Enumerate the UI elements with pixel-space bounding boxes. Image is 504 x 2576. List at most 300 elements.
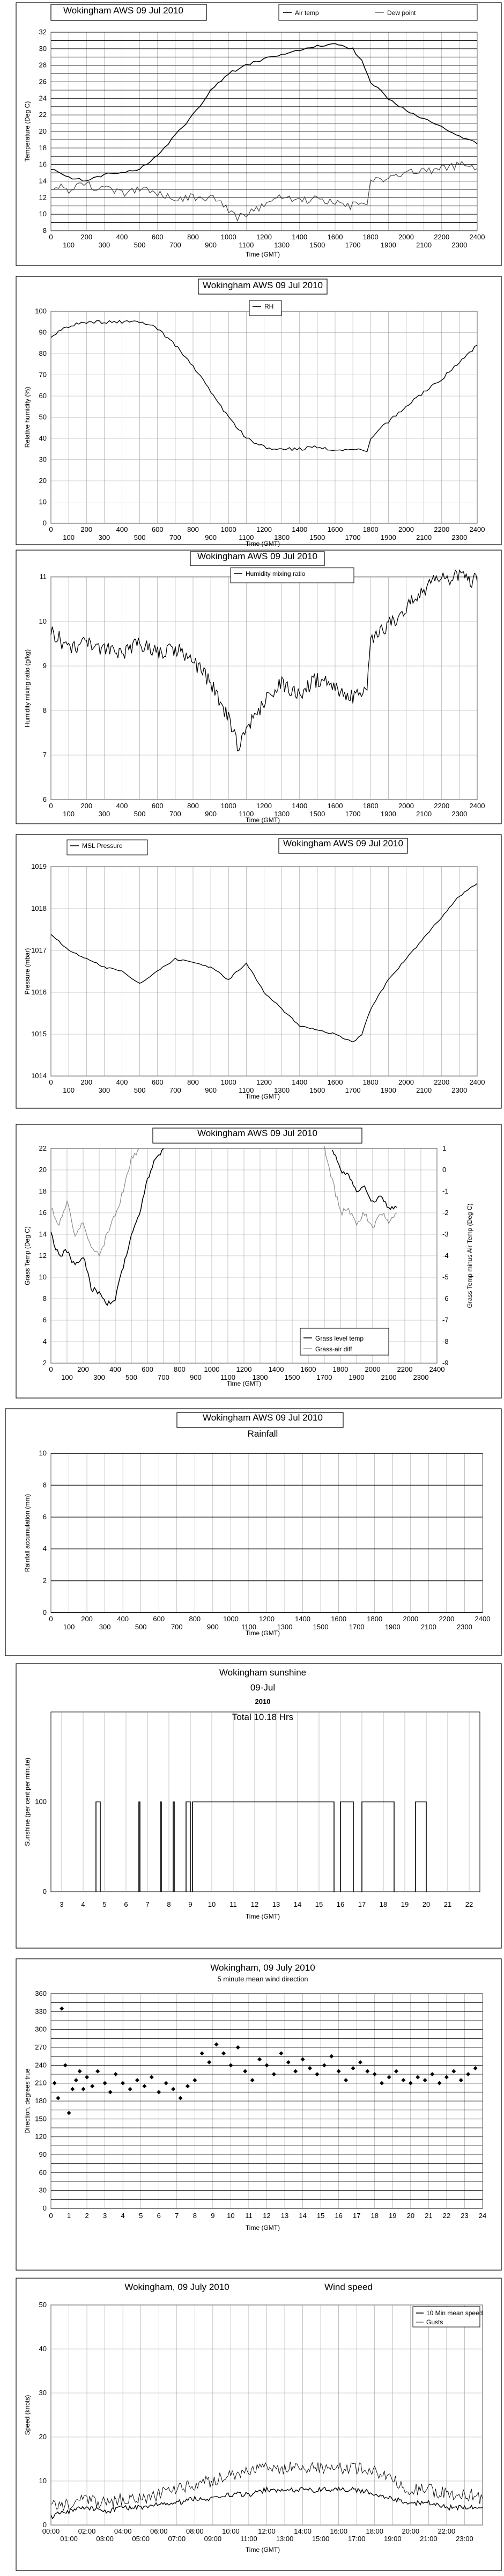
rain-xtick-label: 1300 [277, 1623, 293, 1631]
rh-ytick-label: 20 [39, 477, 47, 485]
sun-ytick-label: 0 [42, 1887, 47, 1896]
grass-ytick-right-label: -7 [442, 1316, 449, 1324]
wdir-ytick-label: 0 [42, 2204, 47, 2212]
wdir-xtick-label: 8 [192, 2212, 197, 2220]
temp-ytick-label: 14 [39, 177, 47, 185]
rain-xtick-label: 1000 [223, 1615, 239, 1623]
temp-xtick-label: 1900 [380, 241, 396, 249]
rh-xtick-label: 1600 [327, 525, 343, 533]
rain-xtick-label: 2400 [475, 1615, 491, 1623]
mix-xtick-label: 1200 [256, 802, 272, 810]
temp-title: Wokingham AWS 09 Jul 2010 [63, 5, 183, 16]
sun-year: 2010 [255, 1697, 271, 1706]
wspd-xtick-label: 06:00 [150, 2527, 168, 2535]
wdir-ytick-label: 210 [35, 2079, 47, 2087]
wdir-xtick-label: 17 [352, 2212, 361, 2220]
grass-ytick-right-label: -4 [442, 1252, 449, 1260]
sun-xtick-label: 16 [336, 1900, 345, 1908]
wdir-xtick-label: 24 [478, 2212, 487, 2220]
wdir-xtick-label: 3 [103, 2212, 107, 2220]
sun-xtick-label: 17 [358, 1900, 366, 1908]
rain-ytick-label: 8 [42, 1481, 47, 1489]
wdir-xtick-label: 23 [461, 2212, 469, 2220]
grass-ytick-right-label: -6 [442, 1294, 449, 1302]
grass-ytick-right-label: 0 [442, 1166, 447, 1174]
pres-title: Wokingham AWS 09 Jul 2010 [283, 838, 403, 848]
mix-xtick-label: 1600 [327, 802, 343, 810]
wspd-xtick-label: 07:00 [168, 2535, 186, 2543]
wdir-xtick-label: 5 [139, 2212, 143, 2220]
temp-xtick-label: 1700 [345, 241, 361, 249]
rainfall-chart-svg [0, 1406, 504, 1658]
wdir-ytick-label: 300 [35, 2025, 47, 2033]
temp-xtick-label: 600 [151, 233, 164, 241]
wdir-ytick-label: 270 [35, 2043, 47, 2051]
wdir-title: Wokingham, 09 July 2010 [210, 1963, 315, 1973]
temp-xtick-label: 2100 [416, 241, 432, 249]
sunshine-chart [0, 1661, 504, 1951]
grass-ytick-right-label: -2 [442, 1209, 449, 1217]
rh-ytick-label: 40 [39, 434, 47, 442]
wdir-xtick-label: 13 [280, 2212, 289, 2220]
wdir-ytick-label: 120 [35, 2132, 47, 2141]
wdir-xtick-label: 21 [425, 2212, 433, 2220]
pres-xtick-label: 200 [80, 1078, 93, 1086]
sun-xtick-label: 7 [145, 1900, 150, 1908]
mix-title: Wokingham AWS 09 Jul 2010 [197, 551, 317, 561]
rain-xtick-label: 1600 [331, 1615, 347, 1623]
mix-ytick-label: 8 [42, 706, 47, 714]
temp-xtick-label: 2200 [434, 233, 450, 241]
mix-ytick-label: 6 [42, 795, 47, 803]
grass-xtick-label: 700 [158, 1373, 169, 1381]
sun-xtick-label: 18 [379, 1900, 388, 1908]
wspd-legend-label: Gusts [426, 2318, 443, 2326]
grass-xtick-label: 1800 [332, 1365, 349, 1373]
pres-legend-label: MSL Pressure [82, 842, 123, 850]
sun-xlabel: Time (GMT) [245, 1913, 280, 1920]
rh-ytick-label: 90 [39, 328, 47, 336]
sun-xtick-label: 19 [401, 1900, 409, 1908]
grass-ytick-right-label: 1 [442, 1144, 447, 1152]
mix-xtick-label: 2200 [434, 802, 450, 810]
temp-xtick-label: 2400 [469, 233, 485, 241]
mix-xtick-label: 1900 [380, 810, 396, 818]
mix-ytick-label: 9 [42, 662, 47, 670]
grass-xtick-label: 0 [49, 1365, 53, 1373]
temp-xtick-label: 300 [98, 241, 110, 249]
rh-ytick-label: 0 [42, 519, 47, 527]
pres-xtick-label: 1200 [256, 1078, 272, 1086]
temp-xtick-label: 0 [49, 233, 53, 241]
wdir-xtick-label: 2 [85, 2212, 89, 2220]
grass-xtick-label: 200 [77, 1365, 89, 1373]
rain-xtick-label: 1800 [367, 1615, 383, 1623]
wdir-ytick-label: 90 [39, 2150, 47, 2158]
pres-xtick-label: 400 [116, 1078, 128, 1086]
pres-ytick-label: 1014 [31, 1072, 47, 1080]
mix-legend-label: Humidity mixing ratio [246, 570, 306, 577]
mix-xtick-label: 700 [169, 810, 181, 818]
wspd-xtick-label: 22:00 [438, 2527, 456, 2535]
wspd-xtick-label: 13:00 [276, 2535, 294, 2543]
rain-ytick-label: 6 [42, 1512, 47, 1521]
pres-ylabel: Pressure (mbar) [24, 948, 31, 995]
wind-speed-chart-svg [0, 2275, 504, 2573]
rain-xtick-label: 100 [63, 1623, 75, 1631]
pres-xtick-label: 1600 [327, 1078, 343, 1086]
wdir-ytick-label: 330 [35, 2007, 47, 2016]
rain-xtick-label: 2000 [403, 1615, 419, 1623]
mix-xtick-label: 0 [49, 802, 53, 810]
sun-xtick-label: 11 [229, 1900, 237, 1908]
pres-xtick-label: 2000 [398, 1078, 414, 1086]
pres-xtick-label: 600 [151, 1078, 164, 1086]
wdir-ytick-label: 30 [39, 2186, 47, 2194]
sun-xtick-label: 12 [250, 1900, 259, 1908]
rain-ylabel: Rainfall accumulation (mm) [24, 1494, 31, 1572]
temp-xtick-label: 1300 [274, 241, 290, 249]
rh-xtick-label: 2100 [416, 533, 432, 541]
grass-xtick-label: 300 [93, 1373, 105, 1381]
grass-ytick-right-label: -9 [442, 1359, 449, 1367]
grass-xtick-label: 1700 [316, 1373, 332, 1381]
rh-xtick-label: 700 [169, 533, 181, 541]
mix-ylabel: Humidity mixing ratio (g/kg) [24, 649, 31, 728]
mix-xtick-label: 1500 [309, 810, 325, 818]
grass-xtick-label: 900 [190, 1373, 202, 1381]
sun-ytick-label: 100 [35, 1797, 47, 1806]
grass-xtick-label: 1200 [236, 1365, 252, 1373]
grass-legend-label: Grass-air diff [315, 1345, 352, 1353]
pres-xtick-label: 1500 [309, 1086, 325, 1094]
grass-xtick-label: 2100 [381, 1373, 397, 1381]
pres-xtick-label: 1400 [292, 1078, 308, 1086]
mix-ytick-label: 11 [39, 573, 47, 581]
temp-xtick-label: 1400 [292, 233, 308, 241]
pres-xtick-label: 500 [134, 1086, 146, 1094]
wspd-xtick-label: 03:00 [96, 2535, 114, 2543]
rh-ytick-label: 70 [39, 370, 47, 379]
rh-xtick-label: 2300 [451, 533, 468, 541]
grass-temp-chart-svg [0, 1122, 504, 1401]
rh-ylabel: Relative humidity (%) [24, 386, 31, 448]
rh-xtick-label: 1700 [345, 533, 361, 541]
rain-xtick-label: 1100 [241, 1623, 256, 1631]
pres-xtick-label: 300 [98, 1086, 110, 1094]
mix-xtick-label: 1100 [239, 810, 254, 818]
rain-xtick-label: 200 [81, 1615, 93, 1623]
wspd-subtitle: Wind speed [324, 2282, 373, 2292]
humidity-chart [0, 274, 504, 547]
wdir-xtick-label: 16 [335, 2212, 343, 2220]
temp-ytick-label: 24 [39, 94, 47, 103]
wspd-ytick-label: 10 [39, 2477, 47, 2485]
temp-xtick-label: 1800 [362, 233, 379, 241]
wspd-xtick-label: 16:00 [330, 2527, 347, 2535]
grass-ytick-right-label: -8 [442, 1337, 449, 1345]
wspd-xtick-label: 05:00 [132, 2535, 150, 2543]
wspd-xtick-label: 18:00 [366, 2527, 384, 2535]
pressure-chart [0, 832, 504, 1111]
grass-xtick-label: 1600 [300, 1365, 316, 1373]
temperature-chart-svg [0, 0, 504, 268]
rain-xtick-label: 2100 [420, 1623, 436, 1631]
rh-xtick-label: 1900 [380, 533, 396, 541]
temp-ytick-label: 28 [39, 61, 47, 69]
mix-xtick-label: 200 [80, 802, 93, 810]
temp-ytick-label: 22 [39, 111, 47, 119]
pres-xlabel: Time (GMT) [245, 1093, 280, 1100]
temp-ytick-label: 32 [39, 28, 47, 36]
pressure-chart-svg [0, 832, 504, 1111]
grass-ytick-label: 18 [39, 1187, 47, 1195]
rh-xtick-label: 2000 [398, 525, 414, 533]
rh-xtick-label: 1200 [256, 525, 272, 533]
grass-xtick-label: 600 [142, 1365, 153, 1373]
wdir-ytick-label: 240 [35, 2061, 47, 2069]
wspd-xtick-label: 20:00 [402, 2527, 420, 2535]
wdir-ytick-label: 180 [35, 2097, 47, 2105]
rh-xtick-label: 0 [49, 525, 53, 533]
humidity-chart-svg [0, 274, 504, 547]
sun-xtick-label: 14 [293, 1900, 302, 1908]
wdir-subtitle: 5 minute mean wind direction [217, 1975, 308, 1983]
rh-xtick-label: 1800 [362, 525, 379, 533]
grass-xtick-label: 1400 [268, 1365, 284, 1373]
pres-xtick-label: 1700 [345, 1086, 361, 1094]
grass-xtick-label: 400 [109, 1365, 121, 1373]
temp-xtick-label: 900 [205, 241, 217, 249]
grass-xtick-label: 2300 [413, 1373, 429, 1381]
wspd-xlabel: Time (GMT) [245, 2546, 280, 2553]
wspd-xtick-label: 09:00 [204, 2535, 222, 2543]
grass-ytick-right-label: -3 [442, 1230, 449, 1238]
pres-xtick-label: 700 [169, 1086, 181, 1094]
temp-xtick-label: 200 [80, 233, 93, 241]
temp-ylabel: Temperature (Deg C) [24, 101, 31, 162]
rain-xtick-label: 0 [49, 1615, 53, 1623]
temp-ytick-label: 18 [39, 143, 47, 152]
wspd-legend-label: 10 Min mean speed [426, 2309, 483, 2317]
sun-date: 09-Jul [250, 1682, 276, 1693]
temp-xtick-label: 1500 [309, 241, 325, 249]
wspd-ytick-label: 50 [39, 2301, 47, 2309]
sun-xtick-label: 21 [443, 1900, 452, 1908]
grass-ytick-label: 12 [39, 1252, 47, 1260]
pres-ytick-label: 1017 [31, 946, 47, 954]
rh-xlabel: Time (GMT) [245, 540, 280, 547]
rain-xtick-label: 500 [135, 1623, 147, 1631]
grass-ytick-label: 10 [39, 1273, 47, 1281]
rh-legend-label: RH [264, 303, 274, 310]
grass-ytick-label: 6 [42, 1316, 47, 1324]
mix-xtick-label: 1300 [274, 810, 290, 818]
temp-xlabel: Time (GMT) [245, 251, 280, 258]
mix-xlabel: Time (GMT) [245, 816, 280, 824]
rh-xtick-label: 900 [205, 533, 217, 541]
pres-xtick-label: 1000 [220, 1078, 236, 1086]
wspd-ylabel: Speed (knots) [24, 2395, 31, 2435]
rh-xtick-label: 1100 [239, 533, 254, 541]
rh-xtick-label: 800 [187, 525, 199, 533]
rh-xtick-label: 500 [134, 533, 146, 541]
wspd-ytick-label: 40 [39, 2345, 47, 2353]
pres-ytick-label: 1016 [31, 988, 47, 996]
wdir-xtick-label: 15 [316, 2212, 325, 2220]
temp-xtick-label: 500 [134, 241, 146, 249]
rh-xtick-label: 300 [98, 533, 110, 541]
rain-xtick-label: 900 [207, 1623, 219, 1631]
sun-xtick-label: 10 [207, 1900, 216, 1908]
grass-xtick-label: 1900 [349, 1373, 365, 1381]
sunshine-chart-svg [0, 1661, 504, 1951]
rain-xtick-label: 1400 [295, 1615, 311, 1623]
rh-xtick-label: 600 [151, 525, 164, 533]
temp-xtick-label: 2000 [398, 233, 414, 241]
wdir-ytick-label: 60 [39, 2168, 47, 2177]
grass-xtick-label: 100 [61, 1373, 73, 1381]
temp-xtick-label: 1200 [256, 233, 272, 241]
temp-xtick-label: 100 [63, 241, 75, 249]
grass-xtick-label: 2000 [365, 1365, 381, 1373]
rain-subtitle: Rainfall [247, 1429, 278, 1439]
wind-direction-chart [0, 1956, 504, 2273]
rh-xtick-label: 1000 [220, 525, 236, 533]
mix-xtick-label: 1700 [345, 810, 361, 818]
mix-xtick-label: 2100 [416, 810, 432, 818]
mix-xtick-label: 1800 [362, 802, 379, 810]
grass-xtick-label: 800 [174, 1365, 186, 1373]
temp-ytick-label: 8 [42, 226, 47, 235]
grass-ytick-label: 16 [39, 1209, 47, 1217]
sun-xtick-label: 5 [102, 1900, 107, 1908]
rain-xtick-label: 1200 [259, 1615, 275, 1623]
pres-xtick-label: 1900 [380, 1086, 396, 1094]
rainfall-chart [0, 1406, 504, 1658]
sun-xtick-label: 15 [315, 1900, 323, 1908]
pres-xtick-label: 2200 [434, 1078, 450, 1086]
rh-xtick-label: 2200 [434, 525, 450, 533]
pres-xtick-label: 1800 [362, 1078, 379, 1086]
rh-ytick-label: 50 [39, 413, 47, 421]
rh-ytick-label: 100 [35, 307, 47, 315]
rh-ytick-label: 10 [39, 497, 47, 506]
mix-xtick-label: 900 [205, 810, 217, 818]
rain-xtick-label: 400 [117, 1615, 129, 1623]
wdir-xtick-label: 19 [389, 2212, 397, 2220]
mix-xtick-label: 800 [187, 802, 199, 810]
wdir-xtick-label: 0 [49, 2212, 53, 2220]
rh-xtick-label: 100 [63, 533, 75, 541]
grass-ytick-label: 22 [39, 1144, 47, 1152]
rh-xtick-label: 1400 [292, 525, 308, 533]
grass-ylabel-right: Grass Temp minus Air Temp (Deg C) [466, 1203, 473, 1308]
grass-ytick-right-label: -1 [442, 1187, 449, 1195]
grass-xtick-label: 2400 [429, 1365, 445, 1373]
wdir-xtick-label: 7 [175, 2212, 179, 2220]
rain-xtick-label: 600 [153, 1615, 165, 1623]
wspd-xtick-label: 04:00 [114, 2527, 132, 2535]
grass-ytick-label: 14 [39, 1230, 47, 1238]
wspd-ytick-label: 30 [39, 2389, 47, 2397]
pres-ytick-label: 1018 [31, 904, 47, 912]
wspd-xtick-label: 08:00 [186, 2527, 204, 2535]
rh-xtick-label: 200 [80, 525, 93, 533]
grass-title: Wokingham AWS 09 Jul 2010 [197, 1128, 317, 1138]
wspd-ytick-label: 0 [42, 2521, 47, 2529]
pres-ytick-label: 1015 [31, 1030, 47, 1038]
rh-ytick-label: 80 [39, 349, 47, 357]
temp-ytick-label: 16 [39, 160, 47, 169]
rain-title: Wokingham AWS 09 Jul 2010 [203, 1413, 323, 1423]
temp-ytick-label: 30 [39, 44, 47, 53]
wspd-xtick-label: 10:00 [222, 2527, 240, 2535]
rain-xtick-label: 300 [99, 1623, 111, 1631]
temp-xtick-label: 700 [169, 241, 181, 249]
rain-xlabel: Time (GMT) [245, 1629, 280, 1637]
wspd-xtick-label: 14:00 [294, 2527, 312, 2535]
rain-ytick-label: 2 [42, 1576, 47, 1585]
rh-xtick-label: 1500 [309, 533, 325, 541]
temp-xtick-label: 1600 [327, 233, 343, 241]
rain-ytick-label: 4 [42, 1545, 47, 1553]
grass-ytick-label: 20 [39, 1166, 47, 1174]
pres-xtick-label: 900 [205, 1086, 217, 1094]
sun-total: Total 10.18 Hrs [232, 1712, 294, 1722]
wdir-xtick-label: 1 [66, 2212, 71, 2220]
temp-ytick-label: 10 [39, 210, 47, 218]
wspd-ytick-label: 20 [39, 2433, 47, 2441]
sun-xtick-label: 9 [188, 1900, 192, 1908]
sun-xtick-label: 22 [465, 1900, 473, 1908]
mix-xtick-label: 600 [151, 802, 164, 810]
mixing-ratio-chart [0, 547, 504, 826]
sun-title: Wokingham sunshine [219, 1667, 307, 1678]
wdir-xtick-label: 22 [442, 2212, 451, 2220]
rain-xtick-label: 2300 [456, 1623, 472, 1631]
temp-ytick-label: 26 [39, 77, 47, 86]
rh-xtick-label: 1300 [274, 533, 290, 541]
mix-xtick-label: 100 [63, 810, 75, 818]
wind-direction-chart-svg [0, 1956, 504, 2273]
sun-xtick-label: 4 [81, 1900, 85, 1908]
wspd-xtick-label: 02:00 [78, 2527, 96, 2535]
wdir-xtick-label: 14 [299, 2212, 307, 2220]
mix-xtick-label: 400 [116, 802, 128, 810]
mix-xtick-label: 500 [134, 810, 146, 818]
grass-ylabel: Grass Temp (Deg C) [24, 1226, 31, 1285]
grass-legend-label: Grass level temp [315, 1335, 364, 1342]
wdir-ytick-label: 150 [35, 2114, 47, 2123]
rain-xtick-label: 1900 [384, 1623, 401, 1631]
mix-xtick-label: 2300 [451, 810, 468, 818]
mix-xtick-label: 2400 [469, 802, 485, 810]
sun-xtick-label: 6 [124, 1900, 128, 1908]
mix-ytick-label: 10 [39, 617, 47, 625]
wdir-ytick-label: 360 [35, 1989, 47, 1997]
pres-xtick-label: 1300 [274, 1086, 290, 1094]
rain-xtick-label: 2200 [439, 1615, 455, 1623]
wspd-xtick-label: 19:00 [384, 2535, 402, 2543]
temperature-chart [0, 0, 504, 268]
rain-xtick-label: 800 [189, 1615, 201, 1623]
temp-legend-label: Dew point [387, 9, 416, 17]
wspd-title: Wokingham, 09 July 2010 [124, 2282, 229, 2292]
grass-xlabel: Time (GMT) [226, 1380, 262, 1387]
rain-ytick-label: 10 [39, 1449, 47, 1457]
wdir-xtick-label: 11 [245, 2212, 253, 2220]
